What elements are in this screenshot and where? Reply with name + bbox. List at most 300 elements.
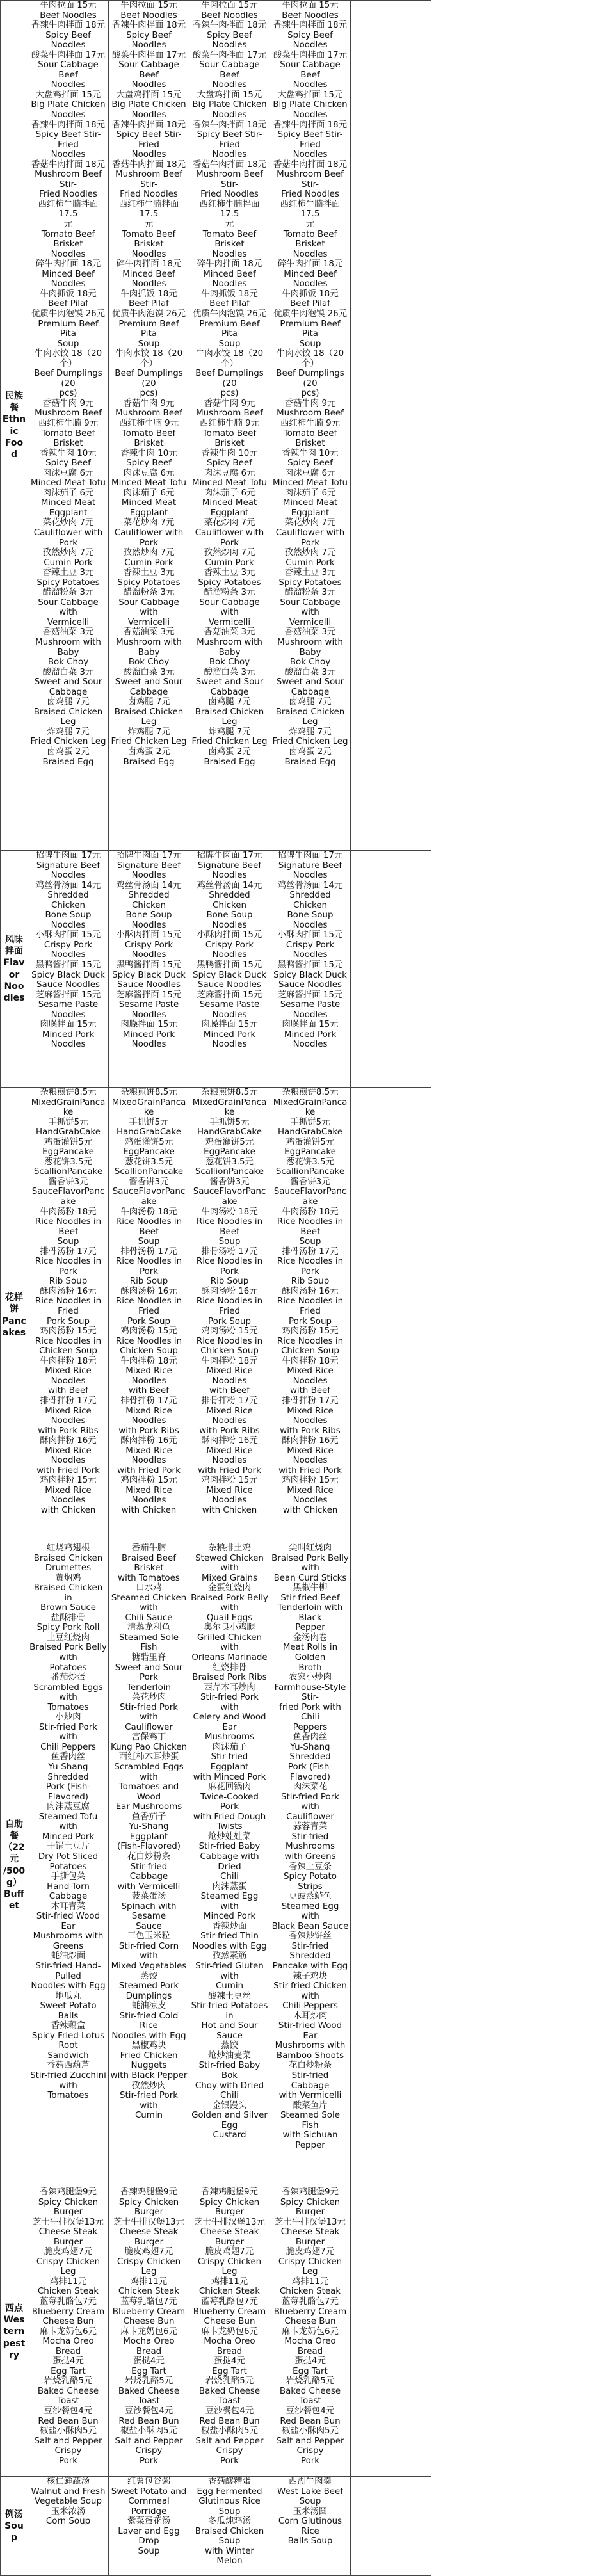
menu-item-line: with Fried Pork xyxy=(271,1466,349,1476)
menu-item-line: Peppers xyxy=(271,1723,349,1733)
menu-item-line: Sweet and Sour Pork xyxy=(110,1663,188,1683)
menu-item-line: Cheese Bun xyxy=(191,2317,268,2327)
menu-item-line: Beef Pilaf xyxy=(110,299,188,309)
menu-item-line: 排骨拌粉 17元 xyxy=(191,1396,268,1406)
menu-item-line: 手抓饼5元 xyxy=(29,1118,107,1128)
menu-item-line: with Fried Pork xyxy=(110,1466,188,1476)
menu-item-line: ScallionPancake xyxy=(191,1167,268,1177)
menu-item-line: Spicy Beef Noodles xyxy=(271,31,349,51)
menu-item-line: Minced Beef Noodles xyxy=(29,270,107,289)
menu-item-line: Mixed Rice Noodles xyxy=(110,1446,188,1466)
menu-item-line: Sour Cabbage Beef xyxy=(271,60,349,80)
menu-item-line: 香菇牛肉拌面 18元 xyxy=(271,160,349,170)
menu-item-line: Blueberry Cream xyxy=(29,2307,107,2317)
menu-item-line: Shredded Chicken xyxy=(29,890,107,910)
empty-cell xyxy=(351,1,431,851)
menu-item-line: Grilled Chicken with xyxy=(191,1633,268,1653)
menu-item-line: Chili Sauce xyxy=(110,1613,188,1623)
menu-item-line: 芝麻酱拌面 15元 xyxy=(271,990,349,1001)
menu-item-line: 肉沫茄子 6元 xyxy=(110,488,188,499)
menu-item-line: 玉米汤圆 xyxy=(271,2507,349,2517)
menu-item-line: Mocha Oreo Bread xyxy=(191,2337,268,2356)
menu-item-line: 鸡丝骨汤面 14元 xyxy=(110,881,188,891)
menu-item-line: Tomato Beef Brisket xyxy=(29,230,107,250)
menu-item-line: Chicken Steak xyxy=(271,2287,349,2297)
menu-item-line: 蛋挞4元 xyxy=(271,2356,349,2367)
menu-item-line: Stir-fried Hand-Pulled xyxy=(29,1961,107,1981)
menu-item-line: Mixed Rice Noodles xyxy=(110,1366,188,1386)
menu-item-line: Sweet Potato Balls xyxy=(29,2001,107,2021)
menu-item-line: 肉臊拌面 15元 xyxy=(110,1020,188,1030)
menu-item-line: 肉臊拌面 15元 xyxy=(29,1020,107,1030)
menu-item-line: Shredded Chicken xyxy=(271,890,349,910)
category-title-line: Buffet xyxy=(2,1888,26,1912)
menu-item-line: 豆沙餐包4元 xyxy=(191,2406,268,2417)
menu-item-line: Sandwich xyxy=(29,2051,107,2061)
menu-item-line: Crispy Chicken Leg xyxy=(271,2257,349,2277)
menu-item-line: Noodles xyxy=(191,250,268,260)
menu-item-line: Sour Cabbage with xyxy=(271,598,349,618)
menu-item-line: 蒜蓉青菜 xyxy=(271,1822,349,1832)
menu-item-line: Noodles with Egg xyxy=(191,1942,268,1952)
menu-item-line: Tomato Beef Brisket xyxy=(271,230,349,250)
menu-item-line: Tomato Beef Brisket xyxy=(110,230,188,250)
menu-item-line: Celery and Wood Ear xyxy=(191,1712,268,1732)
menu-item-line: with Pork Ribs xyxy=(29,1426,107,1437)
menu-item-line: 鸡肉汤粉 15元 xyxy=(110,1326,188,1337)
menu-item-line: 杂粮煎饼8.5元 xyxy=(271,1088,349,1098)
menu-item-line: Mushroom Beef Stir- xyxy=(191,170,268,189)
menu-item-line: 大盘鸡拌面 15元 xyxy=(271,90,349,101)
menu-item-line: SauceFlavorPancake xyxy=(29,1187,107,1207)
menu-item-line: with Pork Ribs xyxy=(271,1426,349,1437)
menu-item-line: 木耳青菜 xyxy=(29,1902,107,1912)
menu-item-line: Cheese Steak Burger xyxy=(29,2227,107,2247)
menu-item-line: Steamed Tofu with xyxy=(29,1812,107,1832)
category-title-line: Pancakes xyxy=(2,1316,26,1339)
menu-item-line: 香辣炒饼丝 xyxy=(271,1931,349,1942)
menu-item-line: Cumin Pork xyxy=(110,558,188,568)
menu-item-line: 麻卡龙奶包6元 xyxy=(29,2327,107,2337)
menu-item-line: 菜花炒肉 7元 xyxy=(29,518,107,528)
menu-item-line: Cheese Bun xyxy=(110,2317,188,2327)
menu-item-line: Glutinous Rice Soup xyxy=(191,2497,268,2516)
menu-item-line: Noodles xyxy=(191,110,268,120)
menu-item-line: 芝士牛排汉堡13元 xyxy=(271,2218,349,2228)
menu-item-line: 岩烧乳酪5元 xyxy=(191,2376,268,2387)
menu-item-line: Egg Fermented xyxy=(191,2487,268,2497)
menu-item-line: Mixed Rice Noodles xyxy=(29,1406,107,1426)
menu-item-line: Soup xyxy=(110,339,188,350)
menu-item-line: Salt and Pepper Crispy xyxy=(110,2436,188,2456)
menu-item-line: 糖醋里脊 xyxy=(110,1653,188,1663)
menu-item-line: 醋溜粉条 3元 xyxy=(110,588,188,598)
menu-item-line: 香菇牛肉 9元 xyxy=(110,399,188,409)
menu-item-line: Noodles xyxy=(29,80,107,90)
menu-item-line: EggPancake xyxy=(271,1147,349,1157)
day-cell-1 xyxy=(28,2477,109,2576)
category-label-pancakes xyxy=(1,1088,28,1543)
menu-item-line: 酱香饼3元 xyxy=(110,1177,188,1187)
menu-item-line: Pork xyxy=(110,2456,188,2467)
menu-item-line: Cabbage xyxy=(271,688,349,698)
menu-item-line: 香辣牛肉 10元 xyxy=(110,449,188,459)
menu-item-line: 三色玉米粒 xyxy=(110,1931,188,1942)
menu-item-line: 酸菜牛肉拌面 17元 xyxy=(29,51,107,61)
menu-item-line: 香菇牛肉 9元 xyxy=(191,399,268,409)
menu-item-line: 香菇醪糟蛋 xyxy=(191,2477,268,2487)
menu-item-line: 香辣牛肉 10元 xyxy=(271,449,349,459)
menu-item-line: Mixed Rice Noodles xyxy=(110,1406,188,1426)
menu-item-line: Vermicelli xyxy=(110,618,188,628)
menu-item-line: Soup xyxy=(110,1237,188,1247)
menu-item-line: Orleans Marinade xyxy=(191,1653,268,1663)
menu-item-line: Braised Chicken in xyxy=(29,1583,107,1603)
menu-item-line: Braised Pork Belly with xyxy=(191,1593,268,1613)
menu-item-line: 肉沫豆腐 6元 xyxy=(191,469,268,479)
menu-item-line: 鱼香肉丝 xyxy=(271,1732,349,1743)
menu-item-line: Minced Meat Tofu xyxy=(110,478,188,488)
menu-item-line: Potatoes xyxy=(29,1862,107,1872)
menu-item-line: 小酥肉拌面 15元 xyxy=(29,930,107,940)
menu-item-line: 金银馒头 xyxy=(191,2101,268,2111)
menu-item-line: 牛肉水饺 18（20个） xyxy=(29,349,107,369)
menu-item-line: Premium Beef Pita xyxy=(29,319,107,339)
category-label-buffet xyxy=(1,1543,28,2187)
menu-item-line: 酱香饼3元 xyxy=(271,1177,349,1187)
menu-item-line: Tenderloin xyxy=(110,1683,188,1693)
menu-item-line: Mixed Rice Noodles xyxy=(191,1366,268,1386)
menu-item-line: Stir-fried Pork with xyxy=(191,1693,268,1712)
menu-item-line: 蒸饺 xyxy=(191,2041,268,2051)
menu-item-line: Mushroom Beef xyxy=(271,408,349,419)
menu-item-line: 豆豉蒸鲈鱼 xyxy=(271,1892,349,1902)
menu-item-line: 西芹木耳炒肉 xyxy=(191,1683,268,1693)
menu-item-line: 椒盐小酥肉5元 xyxy=(271,2426,349,2436)
menu-item-line: Chicken Steak xyxy=(110,2287,188,2297)
menu-item-line: with Tomatoes xyxy=(110,1574,188,1584)
menu-item-line: 香菇牛肉拌面 18元 xyxy=(191,160,268,170)
menu-item-line: SauceFlavorPancake xyxy=(271,1187,349,1207)
menu-item-line: Blueberry Cream xyxy=(110,2307,188,2317)
day-cell-4 xyxy=(270,2187,351,2477)
menu-item-line: 牛肉水饺 18（20个） xyxy=(110,349,188,369)
menu-item-line: 盐酥排骨 xyxy=(29,1613,107,1623)
menu-item-line: Sauce Noodles xyxy=(110,980,188,990)
day-cell-1 xyxy=(28,851,109,1088)
menu-item-line: 黑椒牛柳 xyxy=(271,1583,349,1593)
menu-item-line: Mushroom with Baby xyxy=(29,638,107,657)
menu-item-line: Noodles xyxy=(29,250,107,260)
day-cell-4 xyxy=(270,1543,351,2187)
menu-item-line: Bok Choy xyxy=(29,657,107,668)
menu-item-line: Signature Beef xyxy=(191,861,268,871)
section-row-western-pastry xyxy=(1,2187,612,2477)
menu-item-line: Mocha Oreo Bread xyxy=(271,2337,349,2356)
menu-item-line: Stir-fried Cold Rice xyxy=(110,2011,188,2031)
menu-item-line: with Fried Dough xyxy=(191,1812,268,1823)
menu-item-line: Stir-fried Chicken with xyxy=(271,1981,349,2001)
menu-item-line: 香辣牛肉 10元 xyxy=(191,449,268,459)
menu-item-line: Mocha Oreo Bread xyxy=(29,2337,107,2356)
menu-item-line: 牛肉抓饭 18元 xyxy=(110,289,188,300)
menu-item-line: Stir-fried Pork with xyxy=(110,1703,188,1723)
menu-item-line: 香菇西葫芦 xyxy=(29,2061,107,2071)
menu-item-line: Cheese Bun xyxy=(271,2317,349,2327)
menu-item-line: Drumettes xyxy=(29,1563,107,1574)
menu-item-line: 卤鸡腿 7元 xyxy=(110,697,188,707)
menu-item-line: 麻花回锅肉 xyxy=(191,1782,268,1792)
menu-item-line: 牛肉水饺 18（20个） xyxy=(271,349,349,369)
menu-item-line: Tomatoes xyxy=(29,1703,107,1713)
menu-item-line: Minced Beef Noodles xyxy=(271,270,349,289)
menu-item-line: 花白炒粉条 xyxy=(110,1852,188,1862)
menu-item-line: Bean Curd Sticks xyxy=(271,1574,349,1584)
menu-item-line: Minced Beef Noodles xyxy=(191,270,268,289)
menu-item-line: Red Bean Bun xyxy=(29,2417,107,2427)
menu-item-line: MixedGrainPancake xyxy=(110,1098,188,1118)
category-title-line: 民族餐 xyxy=(2,390,26,414)
menu-item-line: Cumin Pork xyxy=(191,558,268,568)
menu-item-line: Noodles xyxy=(191,871,268,881)
menu-item-line: 岩烧乳酪5元 xyxy=(110,2376,188,2387)
menu-item-line: 豆沙餐包4元 xyxy=(110,2406,188,2417)
menu-item-line: Sesame Paste Noodles xyxy=(271,1000,349,1020)
menu-item-line: 核仁鲜蔬汤 xyxy=(29,2477,107,2487)
menu-item-line: Cumin xyxy=(191,1981,268,1992)
menu-item-line: Sesame Paste Noodles xyxy=(110,1000,188,1020)
menu-item-line: 招牌牛肉面 17元 xyxy=(191,851,268,861)
menu-item-line: 鸡蛋灌饼5元 xyxy=(29,1138,107,1148)
menu-item-line: Scrambled Eggs with xyxy=(29,1683,107,1703)
menu-item-line: Pork Soup xyxy=(110,1317,188,1327)
menu-item-line: 黑鸭酱拌面 15元 xyxy=(191,960,268,970)
menu-item-line: 炸鸡腿 7元 xyxy=(110,727,188,737)
menu-item-line: 鸡丝骨汤面 14元 xyxy=(191,881,268,891)
menu-item-line: Brown Sauce xyxy=(29,1603,107,1613)
menu-item-line: Spicy Beef Stir-Fried xyxy=(29,130,107,150)
menu-item-line: 酸辣土豆丝 xyxy=(191,1992,268,2002)
menu-item-line: Noodles xyxy=(29,110,107,120)
menu-item-line: 香菇油菜 3元 xyxy=(191,627,268,638)
menu-item-line: pcs) xyxy=(29,389,107,399)
menu-item-line: 鸡蛋灌饼5元 xyxy=(191,1138,268,1148)
menu-item-line: 酸菜牛肉拌面 17元 xyxy=(110,51,188,61)
menu-item-line: 脆皮鸡翅7元 xyxy=(29,2247,107,2257)
menu-item-line: Shredded Chicken xyxy=(191,890,268,910)
menu-item-line: Signature Beef xyxy=(271,861,349,871)
menu-item-line: Braised Egg xyxy=(29,757,107,768)
day-cell-2 xyxy=(109,1088,189,1543)
menu-item-line: 香辣鸡腿堡9元 xyxy=(271,2187,349,2198)
menu-item-line: 木耳炒肉 xyxy=(271,2011,349,2022)
menu-item-line: with Beef xyxy=(29,1386,107,1396)
menu-item-line: EggPancake xyxy=(110,1147,188,1157)
menu-item-line: Vermicelli xyxy=(191,618,268,628)
menu-item-line: Spicy Potatoes xyxy=(191,578,268,588)
empty-cell xyxy=(351,2477,431,2576)
menu-item-line: Stir-fried Wood Ear xyxy=(29,1912,107,1931)
menu-item-line: 牛肉汤粉 18元 xyxy=(191,1207,268,1218)
menu-item-line: Minced Beef Noodles xyxy=(110,270,188,289)
menu-item-line: Noodles xyxy=(29,871,107,881)
menu-item-line: Mushroom with Baby xyxy=(271,638,349,657)
menu-item-line: 西红柿牛腩 9元 xyxy=(110,419,188,429)
menu-item-line: 香菇油菜 3元 xyxy=(110,627,188,638)
menu-item-line: Egg Tart xyxy=(29,2367,107,2377)
menu-item-line: 清蒸龙利鱼 xyxy=(110,1623,188,1633)
menu-item-line: Chili xyxy=(191,1872,268,1882)
menu-item-line: Red Bean Bun xyxy=(191,2417,268,2427)
menu-item-line: Sour Cabbage Beef xyxy=(110,60,188,80)
menu-item-line: 西红柿牛腩 9元 xyxy=(271,419,349,429)
menu-item-line: Stir-fried Gluten with xyxy=(191,1961,268,1981)
menu-item-line: 芝麻酱拌面 15元 xyxy=(29,990,107,1001)
menu-item-line: Noodles xyxy=(271,80,349,90)
menu-item-line: 豆沙餐包4元 xyxy=(271,2406,349,2417)
menu-item-line: Minced Meat Eggplant xyxy=(191,498,268,518)
menu-item-line: 蓝莓乳酪包7元 xyxy=(191,2297,268,2307)
menu-item-line: 香辣牛肉拌面 18元 xyxy=(271,20,349,31)
menu-item-line: with Black Pepper xyxy=(110,2071,188,2081)
menu-item-line: Cauliflower with Pork xyxy=(110,528,188,548)
day-cell-4 xyxy=(270,2477,351,2576)
menu-item-line: 孜然炒肉 7元 xyxy=(110,548,188,558)
menu-item-line: Tomato Beef Brisket xyxy=(271,429,349,449)
menu-item-line: 菜花炒肉 xyxy=(110,1693,188,1703)
menu-item-line: 红薯包谷粥 xyxy=(110,2477,188,2487)
menu-item-line: 香菇牛肉拌面 18元 xyxy=(29,160,107,170)
menu-item-line: 肉沫豆腐 6元 xyxy=(271,469,349,479)
menu-item-line: Chicken Soup xyxy=(29,1346,107,1356)
menu-item-line: Beef Pilaf xyxy=(29,299,107,309)
day-cell-1 xyxy=(28,1,109,851)
menu-item-line: 卤鸡蛋 2元 xyxy=(110,747,188,757)
menu-item-line: Pork xyxy=(29,2456,107,2467)
menu-item-line: Minced Meat Eggplant xyxy=(29,498,107,518)
menu-item-line: Crispy Pork Noodles xyxy=(191,940,268,960)
menu-item-line: 口水鸡 xyxy=(110,1583,188,1593)
menu-item-line: 蚝油炒面 xyxy=(29,1951,107,1961)
menu-item-line: Bone Soup Noodles xyxy=(191,910,268,930)
menu-item-line: Braised Chicken Soup xyxy=(191,2527,268,2547)
menu-item-line: Mushroom Beef Stir- xyxy=(29,170,107,189)
menu-item-line: 麻卡龙奶包6元 xyxy=(110,2327,188,2337)
menu-item-line: 香菇油菜 3元 xyxy=(29,627,107,638)
menu-item-line: Twists xyxy=(191,1822,268,1832)
menu-item-line: Spicy Beef xyxy=(29,458,107,469)
menu-item-line: Mushroom Beef Stir- xyxy=(110,170,188,189)
menu-item-line: Beef Dumplings (20 xyxy=(191,369,268,389)
menu-item-line: 酥肉拌粉 16元 xyxy=(110,1436,188,1446)
menu-item-line: Beef Dumplings (20 xyxy=(271,369,349,389)
menu-item-line: 香菇牛肉 9元 xyxy=(271,399,349,409)
menu-item-line: 香辣牛肉拌面 18元 xyxy=(110,20,188,31)
menu-item-line: 大盘鸡拌面 15元 xyxy=(110,90,188,101)
menu-item-line: 排骨汤粉 17元 xyxy=(191,1247,268,1257)
menu-item-line: 牛肉拉面 15元 xyxy=(29,1,107,11)
menu-item-line: Sauce Noodles xyxy=(271,980,349,990)
menu-item-line: 农家小炒肉 xyxy=(271,1673,349,1683)
category-title-line: 例汤 xyxy=(2,2509,26,2520)
menu-item-line: Bok Choy xyxy=(271,657,349,668)
menu-item-line: 大盘鸡拌面 15元 xyxy=(191,90,268,101)
menu-item-line: Chicken Steak xyxy=(191,2287,268,2297)
menu-item-line: Noodles xyxy=(191,80,268,90)
menu-item-line: 优质牛肉泡馍 26元 xyxy=(29,309,107,319)
menu-item-line: 花白炒粉条 xyxy=(271,2061,349,2071)
menu-item-line: Big Plate Chicken xyxy=(29,100,107,110)
menu-item-line: Mushroom Beef xyxy=(191,408,268,419)
menu-item-line: Premium Beef Pita xyxy=(191,319,268,339)
menu-item-line: 鱼香茄子 xyxy=(110,1812,188,1823)
menu-item-line: 西湖牛肉羹 xyxy=(271,2477,349,2487)
menu-item-line: 冬瓜炖鸡汤 xyxy=(191,2516,268,2527)
menu-item-line: Minced Meat Eggplant xyxy=(271,498,349,518)
menu-item-line: 鸡肉拌粉 15元 xyxy=(29,1476,107,1486)
menu-item-line: 招牌牛肉面 17元 xyxy=(110,851,188,861)
menu-item-line: ScallionPancake xyxy=(29,1167,107,1177)
menu-item-line: Stir-fried Baby Bok xyxy=(191,2061,268,2081)
menu-item-line: Mixed Rice Noodles xyxy=(29,1486,107,1506)
menu-item-line: pcs) xyxy=(110,389,188,399)
menu-item-line: with Vermicelli xyxy=(110,1882,188,1892)
category-title-line: /500g） xyxy=(2,1865,26,1888)
menu-item-line: 奥尔良小鸡腿 xyxy=(191,1623,268,1633)
menu-item-line: ScallionPancake xyxy=(110,1167,188,1177)
menu-item-line: Noodles with Egg xyxy=(110,2031,188,2041)
menu-item-line: Rice Noodles in Fried xyxy=(271,1296,349,1316)
menu-item-line: 金蛋红烧肉 xyxy=(191,1583,268,1593)
empty-cell xyxy=(351,2187,431,2477)
menu-item-line: 卤鸡腿 7元 xyxy=(29,697,107,707)
menu-item-line: 牛肉拉面 15元 xyxy=(271,1,349,11)
menu-item-line: Mushroom Beef xyxy=(110,408,188,419)
menu-item-line: Stir-fried Pork with xyxy=(271,1792,349,1812)
menu-item-line: Spicy Potato Strips xyxy=(271,1872,349,1892)
menu-item-line: Fried Chicken Nuggets xyxy=(110,2051,188,2071)
menu-item-line: 杂粮煎饼8.5元 xyxy=(191,1088,268,1098)
menu-item-line: Yu-Shang Shredded xyxy=(29,1762,107,1782)
menu-item-line: 香辣土豆 3元 xyxy=(271,568,349,578)
menu-item-line: Rice Noodles in Beef xyxy=(29,1217,107,1237)
menu-item-line: Soup xyxy=(271,339,349,350)
menu-item-line: with Winter Melon xyxy=(191,2547,268,2566)
menu-item-line: Crispy Pork Noodles xyxy=(110,940,188,960)
menu-item-line: Red Bean Bun xyxy=(271,2417,349,2427)
menu-item-line: 脆皮鸡翅7元 xyxy=(110,2247,188,2257)
menu-item-line: 鸡肉拌粉 15元 xyxy=(110,1476,188,1486)
menu-item-line: Spicy Chicken Burger xyxy=(110,2198,188,2218)
menu-item-line: 碎牛肉拌面 18元 xyxy=(110,259,188,270)
menu-item-line: 辣子鸡块 xyxy=(271,1972,349,1982)
menu-item-line: Braised Egg xyxy=(191,757,268,768)
menu-item-line: Kung Pao Chicken xyxy=(110,1743,188,1753)
day-cell-3 xyxy=(189,851,270,1088)
menu-item-line: Sweet Potato and xyxy=(110,2487,188,2497)
menu-item-line: Scrambled Eggs with xyxy=(110,1762,188,1782)
menu-item-line: Rib Soup xyxy=(29,1276,107,1287)
menu-item-line: fried Pork with Chili xyxy=(271,1703,349,1723)
menu-item-line: Mixed Rice Noodles xyxy=(271,1366,349,1386)
menu-item-line: Spicy Black Duck xyxy=(110,970,188,981)
day-cell-3 xyxy=(189,2187,270,2477)
menu-item-line: 椒盐小酥肉5元 xyxy=(191,2426,268,2436)
menu-item-line: 蛋挞4元 xyxy=(191,2356,268,2367)
menu-item-line: Ear Mushrooms xyxy=(110,1802,188,1812)
menu-item-line: 杂粮排土鸡 xyxy=(191,1543,268,1554)
menu-item-line: Tomatoes xyxy=(29,2091,107,2101)
